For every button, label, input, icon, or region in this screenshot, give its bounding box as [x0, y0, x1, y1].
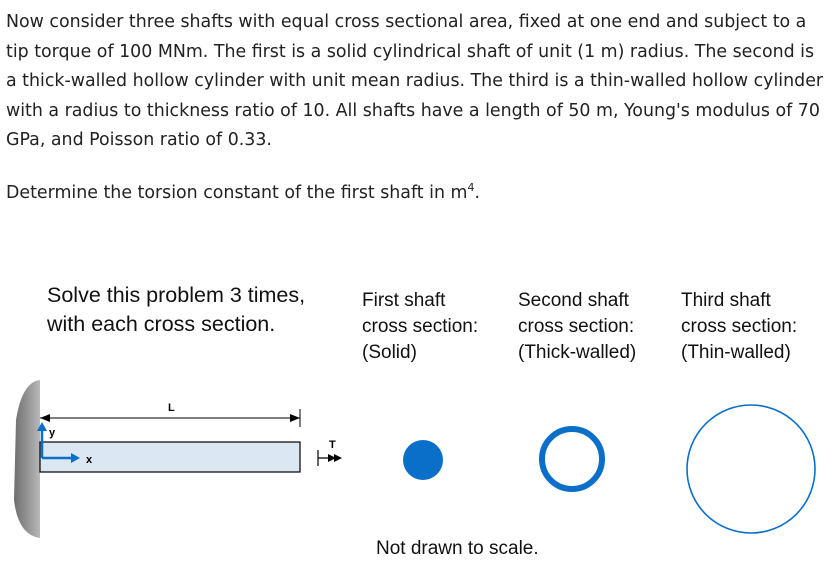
thin-walled-section [687, 405, 815, 533]
shaft-2-name: Second shaft [518, 290, 629, 311]
fixed-wall [14, 380, 40, 538]
x-axis-label: x [86, 454, 93, 466]
y-axis-label: y [49, 427, 56, 439]
question-period: . [474, 183, 480, 203]
problem-text: Now consider three shafts with equal cross sectional area, fixed at one end and subject to a tip torque of 100 MNm. The first is a solid cylindrical shaft of unit (1 m) radius. The second is a thick-walled hollow cylinder with unit mean radius. The third is a thin-walled hollow cylinder with a radius to thickness ratio of 10. All shafts have a length of 50 m, Young's modulus of 70 GPa, and Poisson ratio of 0.33. [6, 12, 824, 150]
shaft-2-section: cross section: [518, 316, 635, 337]
shaft-3-name: Third shaft [681, 290, 771, 311]
question-text: Determine the torsion constant of the first shaft in m [6, 183, 468, 203]
shaft-3-type: (Thin-walled) [681, 342, 791, 363]
length-arrow-right [290, 414, 300, 422]
length-label: L [168, 402, 175, 414]
shaft-1-section: cross section: [362, 316, 479, 337]
scale-note: Not drawn to scale. [376, 538, 539, 559]
shaft-1-name: First shaft [362, 290, 446, 311]
shaft-1-type: (Solid) [362, 342, 417, 363]
figure-instruction: Solve this problem 3 times, with each cross section. [47, 283, 306, 336]
shaft-beam [40, 442, 300, 472]
solid-section [403, 440, 443, 480]
question-exponent: 4 [467, 181, 475, 195]
shaft-3-section: cross section: [681, 316, 798, 337]
thick-walled-section [542, 429, 602, 489]
torque-label: T [329, 439, 336, 451]
length-arrow-left [40, 414, 50, 422]
shaft-2-type: (Thick-walled) [518, 342, 637, 363]
